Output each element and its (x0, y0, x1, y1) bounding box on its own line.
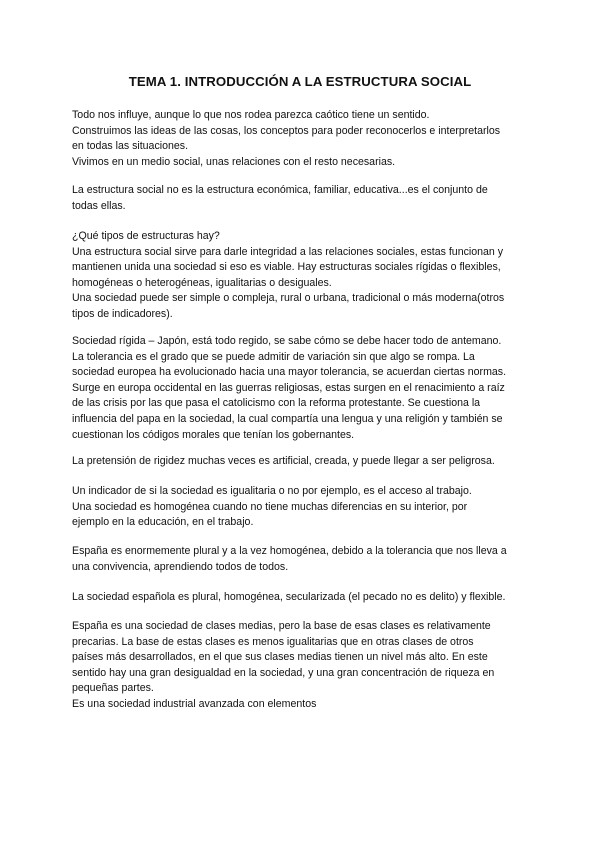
text-line: homogéneas o heterogéneas, igualitarias o desiguales. (72, 276, 332, 289)
text-line: Sociedad rígida – Japón, está todo regido, se sabe cómo se debe hacer todo de antemano. (72, 335, 502, 347)
paragraph-sociedad-espanola (72, 590, 505, 606)
text-line: Vivimos en un medio social, unas relaciones con el resto necesarias. (72, 155, 396, 168)
text-line: La tolerancia es el grado que se puede admitir de variación sin que algo se rompa. La (72, 350, 475, 363)
text-line: Surge en europa occidental en las guerras religiosas, estas surgen en el renacimiento a raíz (72, 381, 505, 394)
text-line: en todas las situaciones. (72, 140, 189, 153)
text-line: mantienen unida una sociedad si eso es viable. Hay estructuras sociales rígidas o flexibles, (72, 261, 501, 274)
paragraph-tipos-estructuras (72, 229, 504, 323)
text-line: países más desarrollados, en el que sus clases medias tienen un nivel más alto. En este (72, 651, 488, 664)
text-line: sentido hay una gran desigualdad en la sociedad, y una gran concentración de riqueza en (72, 666, 495, 679)
text-line: Una sociedad puede ser simple o compleja, rural o urbana, tradicional o más moderna(otros (72, 292, 505, 305)
paragraph-clases-medias (72, 619, 494, 713)
text-line: influencia del papa en la sociedad, la cual compartía una lengua y una religión y también se (72, 412, 503, 425)
text-line: una convivencia, aprendiendo todos de todos. (72, 560, 289, 573)
paragraph-estructura-social (72, 183, 488, 214)
text-line: sociedad europea ha evolucionado hacia una mayor tolerancia, se acuerdan ciertas normas. (72, 366, 507, 379)
text-line: Todo nos influye, aunque lo que nos rodea parezca caótico tiene un sentido. (72, 109, 430, 121)
text-line: Una sociedad es homogénea cuando no tiene muchas diferencias en su interior, por (72, 500, 468, 513)
paragraph-espana-plural (72, 544, 507, 575)
text-line: tipos de indicadores). (72, 307, 173, 320)
text-line: España es enormemente plural y a la vez homogénea, debido a la tolerancia que nos lleva a (72, 545, 507, 557)
text-line: Un indicador de si la sociedad es igualitaria o no por ejemplo, es el acceso al trabajo. (72, 485, 472, 497)
text-line: Construimos las ideas de las cosas, los conceptos para poder reconocerlos e interpretarlos (72, 124, 501, 137)
text-line: todas ellas. (72, 199, 126, 212)
document-title: TEMA 1. INTRODUCCIÓN A LA ESTRUCTURA SOCIAL (128, 74, 472, 89)
text-line: La pretensión de rigidez muchas veces es artificial, creada, y puede llegar a ser peligrosa. (72, 455, 495, 467)
paragraph-intro (72, 108, 500, 170)
text-line: La sociedad española es plural, homogénea, secularizada (el pecado no es delito) y flexible. (72, 591, 506, 603)
text-line: de las crisis por las que pasa el catolicismo con la reforma protestante. Se cuestiona la (72, 397, 481, 410)
text-line: Es una sociedad industrial avanzada con elementos (72, 697, 317, 710)
text-line: ejemplo en la educación, en el trabajo. (72, 516, 254, 529)
text-line: Una estructura social sirve para darle integridad a las relaciones sociales, estas funcionan y (72, 245, 504, 258)
paragraph-sociedad-rigida (72, 334, 506, 443)
text-line: pequeñas partes. (72, 682, 154, 695)
text-line: La estructura social no es la estructura económica, familiar, educativa...es el conjunto de (72, 184, 488, 196)
text-line: cuestionan los códigos morales que tenían los gobernantes. (72, 428, 355, 441)
paragraph-pretension-rigidez (72, 454, 495, 470)
text-line: España es una sociedad de clases medias, pero la base de esas clases es relativamente (72, 620, 491, 632)
text-line: ¿Qué tipos de estructuras hay? (72, 230, 220, 242)
paragraph-indicador-igualitaria (72, 484, 472, 531)
text-line: precarias. La base de estas clases es menos igualitarias que en otras clases de otros (72, 635, 474, 648)
